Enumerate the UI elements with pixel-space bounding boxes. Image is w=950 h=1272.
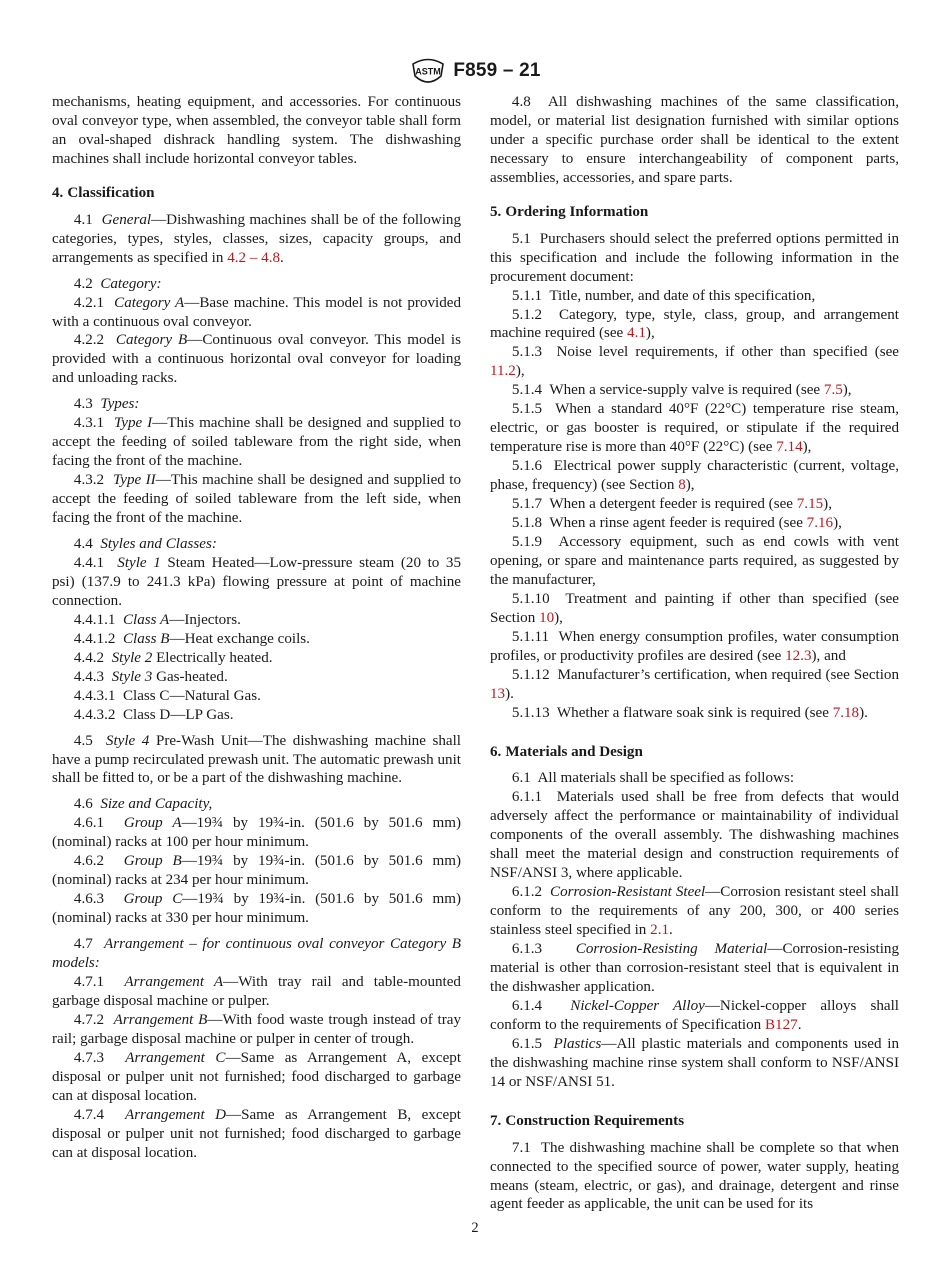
- paragraph-4-2-2: 4.2.2 Category B—Continuous oval conveyor. This model is provided with a continuous horizontal oval conveyor for loading and unloading racks.: [52, 332, 462, 387]
- paragraph-5-1-7: 5.1.7 When a detergent feeder is required (see 7.15),: [511, 496, 832, 513]
- cross-reference-link[interactable]: 4.1: [627, 325, 646, 342]
- paragraph-6-1-5: 6.1.5 Plastics—All plastic materials and components used in the dishwashing machine rinse system shall conform to NSF/ANSI 14 or NSF/ANSI 51.: [490, 1035, 899, 1090]
- paragraph-6-1-3: 6.1.3 Corrosion-Resisting Material—Corrosion-resisting material is other than corrosion-resistant steel that is equivalent in the dishwasher application.: [490, 941, 899, 995]
- left-column: [52, 93, 461, 1163]
- paragraph-4-7-3: 4.7.3 Arrangement C—Same as Arrangement A, except disposal or pulper unit not furnished; food discharged to garbage can at disposal location.: [52, 1049, 462, 1104]
- page-number: 2: [471, 1220, 479, 1236]
- cross-reference-link[interactable]: 7.18: [832, 704, 860, 721]
- paragraph-4-2: 4.2 Category:: [73, 275, 162, 292]
- paragraph-4-4-1: 4.4.1 Style 1 Steam Heated—Low-pressure steam (20 to 35 psi) (137.9 to 241.3 kPa) flowing pressure at point of machine connection.: [52, 554, 462, 609]
- paragraph-4-4-3-2: 4.4.3.2 Class D—LP Gas.: [73, 706, 234, 723]
- section-4-heading: 4. Classification: [52, 184, 155, 201]
- paragraph-4-3-1: 4.3.1 Type I—This machine shall be designed and supplied to accept the feeding of soiled tableware from the right side, when facing the front of the machine.: [52, 415, 461, 470]
- paragraph-5-1-6: 5.1.6 Electrical power supply characteristic (current, voltage, phase, frequency) (see Section 8),: [490, 458, 900, 494]
- paragraph-5-1-4: 5.1.4 When a service-supply valve is required (see 7.5),: [511, 382, 852, 399]
- paragraph-4-4: 4.4 Styles and Classes:: [73, 536, 217, 553]
- document-header: [0, 56, 950, 86]
- paragraph-4-4-3: 4.4.3 Style 3 Gas-heated.: [73, 668, 228, 685]
- paragraph-4-7-2: 4.7.2 Arrangement B—With food waste trough instead of tray rail; garbage disposal machine or pulper in center of trough.: [52, 1011, 462, 1047]
- paragraph-6-1-1: 6.1.1 Materials used shall be free from defects that would adversely affect the performance or maintainability of individual components of the overall assembly. The dishwashing machines shall meet the material design and construction requirements of NSF/ANSI 3, where applicable.: [490, 789, 899, 882]
- cross-reference-link[interactable]: 12.3: [785, 647, 812, 664]
- paragraph-4-7-4: 4.7.4 Arrangement D—Same as Arrangement B, except disposal or pulper unit not furnished; food discharged to garbage can at disposal location.: [52, 1106, 461, 1161]
- section-7-heading: 7. Construction Requirements: [490, 1112, 685, 1129]
- paragraph-5-1-13: 5.1.13 Whether a flatware soak sink is required (see 7.18).: [511, 704, 868, 721]
- paragraph-4-4-1-1: 4.4.1.1 Class A—Injectors.: [73, 611, 241, 628]
- cross-reference-link[interactable]: B127: [764, 1016, 798, 1033]
- section-5-heading: 5. Ordering Information: [490, 203, 649, 220]
- paragraph-6-1-2: 6.1.2 Corrosion-Resistant Steel—Corrosion resistant steel shall conform to the requirements of any 200, 300, or 400 series stainless steel specified in 2.1.: [490, 884, 899, 939]
- paragraph-4-2-1: 4.2.1 Category A—Base machine. This model is not provided with a continuous oval conveyor.: [52, 294, 461, 330]
- continuation-paragraph: mechanisms, heating equipment, and accessories. For continuous oval conveyor type, when assembled, the conveyor table shall form an oval-shaped dishrack handling system. The dishwashing machines shall include horizontal conveyor tables.: [52, 94, 461, 167]
- paragraph-4-1: 4.1 General—Dishwashing machines shall be of the following categories, types, styles, classes, sizes, capacity groups, and arrangements as specified in 4.2 – 4.8.: [52, 211, 461, 266]
- section-6-heading: 6. Materials and Design: [490, 743, 643, 760]
- paragraph-5-1-5: 5.1.5 When a standard 40°F (22°C) temperature rise steam, electric, or gas booster is required, or stipulate if the required temperature rise is more than 40°F (22°C) (see 7.14),: [490, 401, 899, 456]
- paragraph-5-1-8: 5.1.8 When a rinse agent feeder is required (see 7.16),: [511, 515, 842, 532]
- paragraph-4-7-1: 4.7.1 Arrangement A—With tray rail and table-mounted garbage disposal machine or pulper.: [52, 973, 461, 1009]
- cross-reference-link[interactable]: 10: [539, 609, 555, 626]
- cross-reference-link[interactable]: 13: [490, 685, 506, 702]
- right-column: [490, 93, 899, 1214]
- paragraph-5-1-2: 5.1.2 Category, type, style, class, group, and arrangement machine required (see 4.1),: [490, 306, 899, 342]
- paragraph-5-1-1: 5.1.1 Title, number, and date of this specification,: [511, 287, 816, 304]
- cross-reference-link[interactable]: 7.5: [823, 382, 843, 399]
- paragraph-5-1-10: 5.1.10 Treatment and painting if other than specified (see Section 10),: [490, 590, 899, 626]
- standard-designation: F859 – 21: [453, 60, 541, 81]
- cross-reference-link[interactable]: 11.2: [490, 363, 516, 380]
- astm-logo-icon: [409, 58, 447, 84]
- paragraph-4-8: 4.8 All dishwashing machines of the same classification, model, or material list designation furnished with similar options under a specific purchase order shall be identical to the extent necessary to ensure interchangeability of component parts, assemblies, accessories, and spare parts.: [490, 94, 899, 186]
- paragraph-4-6-3: 4.6.3 Group C—19¾ by 19¾-in. (501.6 by 501.6 mm) (nominal) racks at 330 per hour minimum.: [52, 891, 461, 927]
- paragraph-4-3-2: 4.3.2 Type II—This machine shall be designed and supplied to accept the feeding of soiled tableware from the left side, when facing the front of the machine.: [52, 472, 462, 527]
- paragraph-4-6-2: 4.6.2 Group B—19¾ by 19¾-in. (501.6 by 501.6 mm) (nominal) racks at 234 per hour minimum.: [52, 853, 461, 889]
- paragraph-4-6: 4.6 Size and Capacity,: [73, 796, 213, 813]
- paragraph-4-4-3-1: 4.4.3.1 Class C—Natural Gas.: [73, 687, 261, 704]
- cross-reference-link[interactable]: 2.1: [650, 922, 670, 939]
- paragraph-4-6-1: 4.6.1 Group A—19¾ by 19¾-in. (501.6 by 501.6 mm) (nominal) racks at 100 per hour minimum.: [52, 815, 462, 851]
- paragraph-4-5: 4.5 Style 4 Pre-Wash Unit—The dishwashing machine shall have a pump recirculated prewash unit. The automatic prewash unit shall be fitted to, or be a part of the dishwashing machine.: [52, 732, 462, 787]
- paragraph-4-4-2: 4.4.2 Style 2 Electrically heated.: [73, 649, 273, 666]
- cross-reference-link[interactable]: 7.15: [796, 496, 824, 513]
- paragraph-4-4-1-2: 4.4.1.2 Class B—Heat exchange coils.: [73, 630, 310, 647]
- paragraph-5-1-9: 5.1.9 Accessory equipment, such as end cowls with vent opening, or spare and maintenance parts required, as suggested by the manufacturer,: [490, 533, 899, 588]
- paragraph-5-1-3: 5.1.3 Noise level requirements, if other than specified (see 11.2),: [490, 344, 899, 380]
- paragraph-5-1-12: 5.1.12 Manufacturer’s certification, when required (see Section 13).: [490, 666, 899, 702]
- paragraph-6-1-4: 6.1.4 Nickel-Copper Alloy—Nickel-copper alloys shall conform to the requirements of Specification B127.: [490, 997, 900, 1033]
- paragraph-6-1: 6.1 All materials shall be specified as follows:: [511, 770, 795, 787]
- astm-logo-text: ASTM: [415, 66, 442, 77]
- paragraph-7-1: 7.1 The dishwashing machine shall be complete so that when connected to the specified source of power, water supply, heating means (steam, electric, or gas), and drainage, detergent and rinse agent feeder as applicable, the unit can be used for its: [490, 1139, 899, 1213]
- paragraph-5-1: 5.1 Purchasers should select the preferred options permitted in this specification and include the following information in the procurement document:: [490, 230, 900, 285]
- paragraph-4-7: 4.7 Arrangement – for continuous oval conveyor Category B models:: [52, 936, 461, 972]
- cross-reference-link[interactable]: 7.16: [806, 515, 834, 532]
- cross-reference-link[interactable]: 4.2 – 4.8: [227, 249, 281, 266]
- cross-reference-link[interactable]: 8: [678, 477, 686, 494]
- paragraph-4-3: 4.3 Types:: [73, 396, 140, 413]
- paragraph-5-1-11: 5.1.11 When energy consumption profiles, water consumption profiles, or productivity profiles are desired (see 12.3), and: [490, 628, 900, 664]
- cross-reference-link[interactable]: 7.14: [776, 439, 803, 456]
